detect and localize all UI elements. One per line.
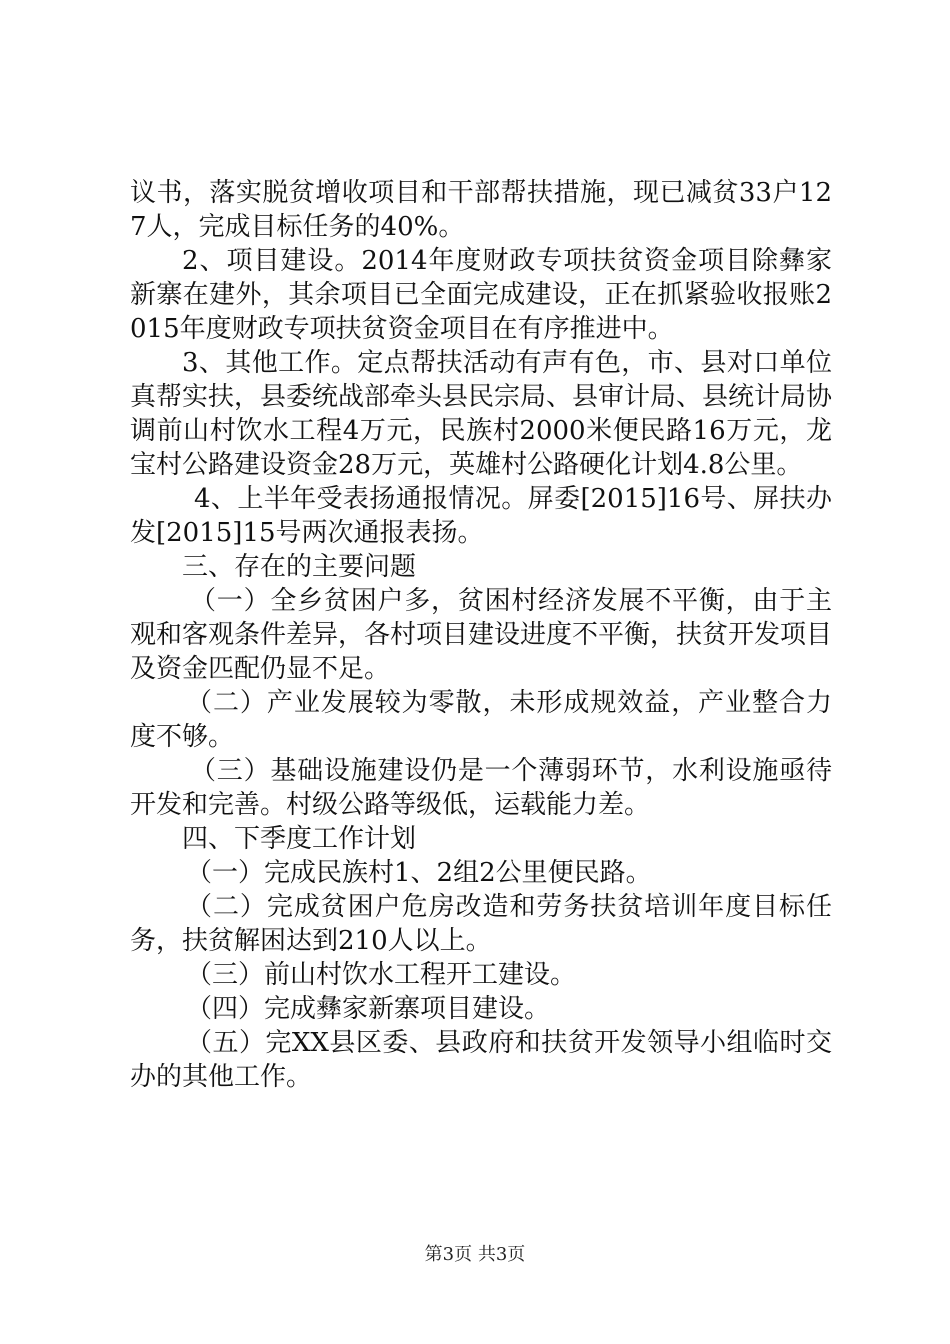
heading-next-quarter-plan: 四、下季度工作计划 <box>182 824 417 854</box>
page-number-footer: 第3页 共3页 <box>424 1244 526 1265</box>
document-body <box>130 176 832 1094</box>
paragraph-plan-1: （一）完成民族村1、2组2公里便民路。 <box>186 858 652 888</box>
paragraph-other-work: 3、其他工作。定点帮扶活动有声有色，市、县对口单位真帮实扶，县委统战部牵头县民宗局、县审计局、县统计局协调前山村饮水工程4万元，民族村2000米便民路16万元，龙宝村公路建设资金28万元，英雄村公路硬化计划4.8公里。 <box>130 348 833 480</box>
paragraph-plan-3: （三）前山村饮水工程开工建设。 <box>186 960 577 990</box>
paragraph-plan-5: （五）完XX县区委、县政府和扶贫开发领导小组临时交办的其他工作。 <box>130 1028 832 1092</box>
paragraph-poverty-reduction: 议书，落实脱贫增收项目和干部帮扶措施，现已减贫33户127人，完成目标任务的40%。 <box>130 178 832 242</box>
paragraph-plan-2: （二）完成贫困户危房改造和劳务扶贫培训年度目标任务，扶贫解困达到210人以上。 <box>130 892 832 956</box>
heading-main-problems: 三、存在的主要问题 <box>182 552 417 582</box>
paragraph-plan-4: （四）完成彝家新寨项目建设。 <box>186 994 551 1024</box>
paragraph-problem-1: （一）全乡贫困户多，贫困村经济发展不平衡，由于主观和客观条件差异，各村项目建设进度不平衡，扶贫开发项目及资金匹配仍显不足。 <box>130 586 833 684</box>
paragraph-project-construction: 2、项目建设。2014年度财政专项扶贫资金项目除彝家新寨在建外，其余项目已全面完成建设，正在抓紧验收报账2015年度财政专项扶贫资金项目在有序推进中。 <box>130 246 832 344</box>
paragraph-problem-2: （二）产业发展较为零散，未形成规效益，产业整合力度不够。 <box>130 688 832 752</box>
paragraph-commendation: 4、上半年受表扬通报情况。屏委[2015]16号、屏扶办发[2015]15号两次通报表扬。 <box>130 484 832 548</box>
paragraph-problem-3: （三）基础设施建设仍是一个薄弱环节，水利设施亟待开发和完善。村级公路等级低，运载能力差。 <box>130 756 832 820</box>
